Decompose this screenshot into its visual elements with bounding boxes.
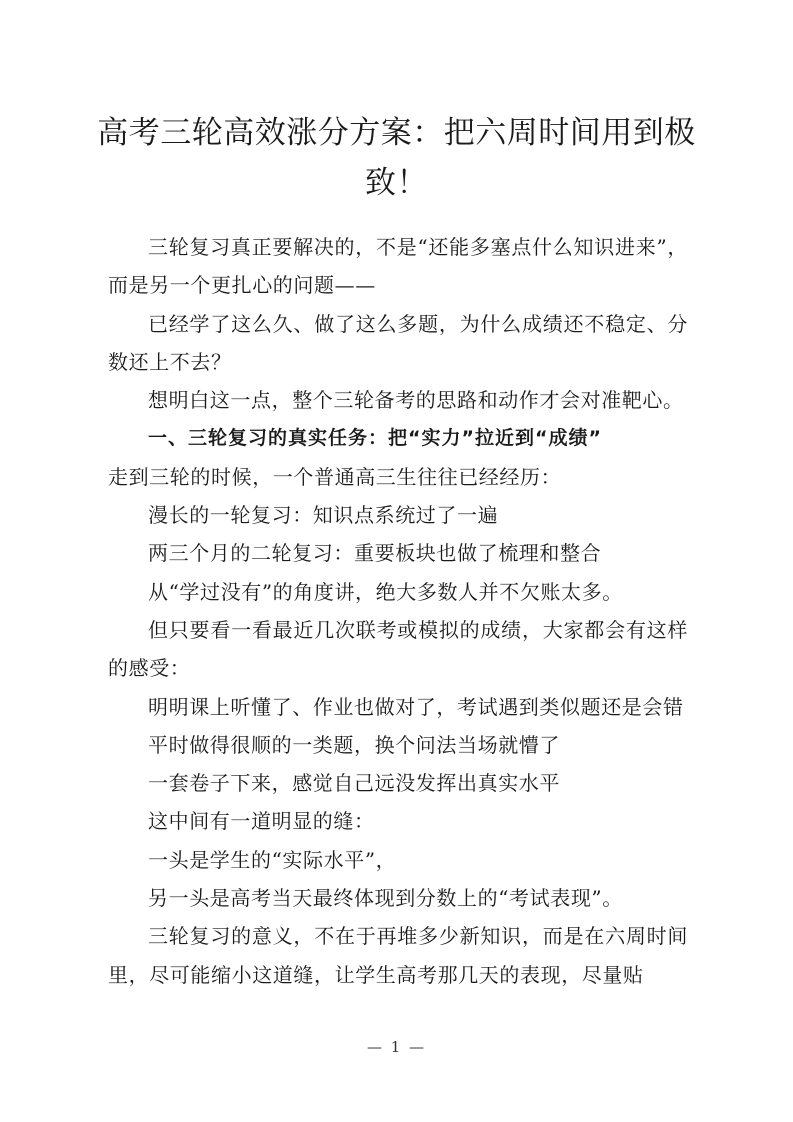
paragraph: 三轮复习真正要解决的，不是“还能多塞点什么知识进来”，而是另一个更扎心的问题—— <box>108 235 688 298</box>
paragraph: 已经学了这么久、做了这么多题，为什么成绩还不稳定、分数还上不去？ <box>108 311 688 374</box>
list-item: 两三个月的二轮复习：重要板块也做了梳理和整合 <box>148 541 602 566</box>
page-number: — 1 — <box>366 1038 427 1056</box>
paragraph: 从“学过没有”的角度讲，绝大多数人并不欠账太多。 <box>148 579 623 604</box>
section-heading: 一、三轮复习的真实任务：把“实力”拉近到“成绩” <box>148 427 602 450</box>
paragraph: 三轮复习的意义，不在于再堆多少新知识，而是在六周时间里，尽可能缩小这道缝，让学生高考那几天的表现，尽量贴 <box>108 924 688 987</box>
paragraph: 走到三轮的时候，一个普通高三生往往已经经历： <box>108 464 562 489</box>
list-item: 明明课上听懂了、作业也做对了，考试遇到类似题还是会错 <box>148 694 684 719</box>
paragraph: 另一头是高考当天最终体现到分数上的“考试表现”。 <box>148 886 623 911</box>
paragraph: 这中间有一道明显的缝： <box>148 809 375 834</box>
paragraph: 一头是学生的“实际水平”， <box>148 847 397 872</box>
list-item: 一套卷子下来，感觉自己远没发挥出真实水平 <box>148 771 560 796</box>
paragraph: 但只要看一看最近几次联考或模拟的成绩，大家都会有这样的感受： <box>108 617 688 681</box>
document-body <box>108 228 688 994</box>
list-item: 漫长的一轮复习：知识点系统过了一遍 <box>148 503 499 528</box>
page-title: 高考三轮高效涨分方案：把六周时间用到极致！ <box>97 115 696 201</box>
list-item: 平时做得很顺的一类题，换个问法当场就懵了 <box>148 732 560 757</box>
paragraph: 想明白这一点，整个三轮备考的思路和动作才会对准靶心。 <box>148 388 684 413</box>
